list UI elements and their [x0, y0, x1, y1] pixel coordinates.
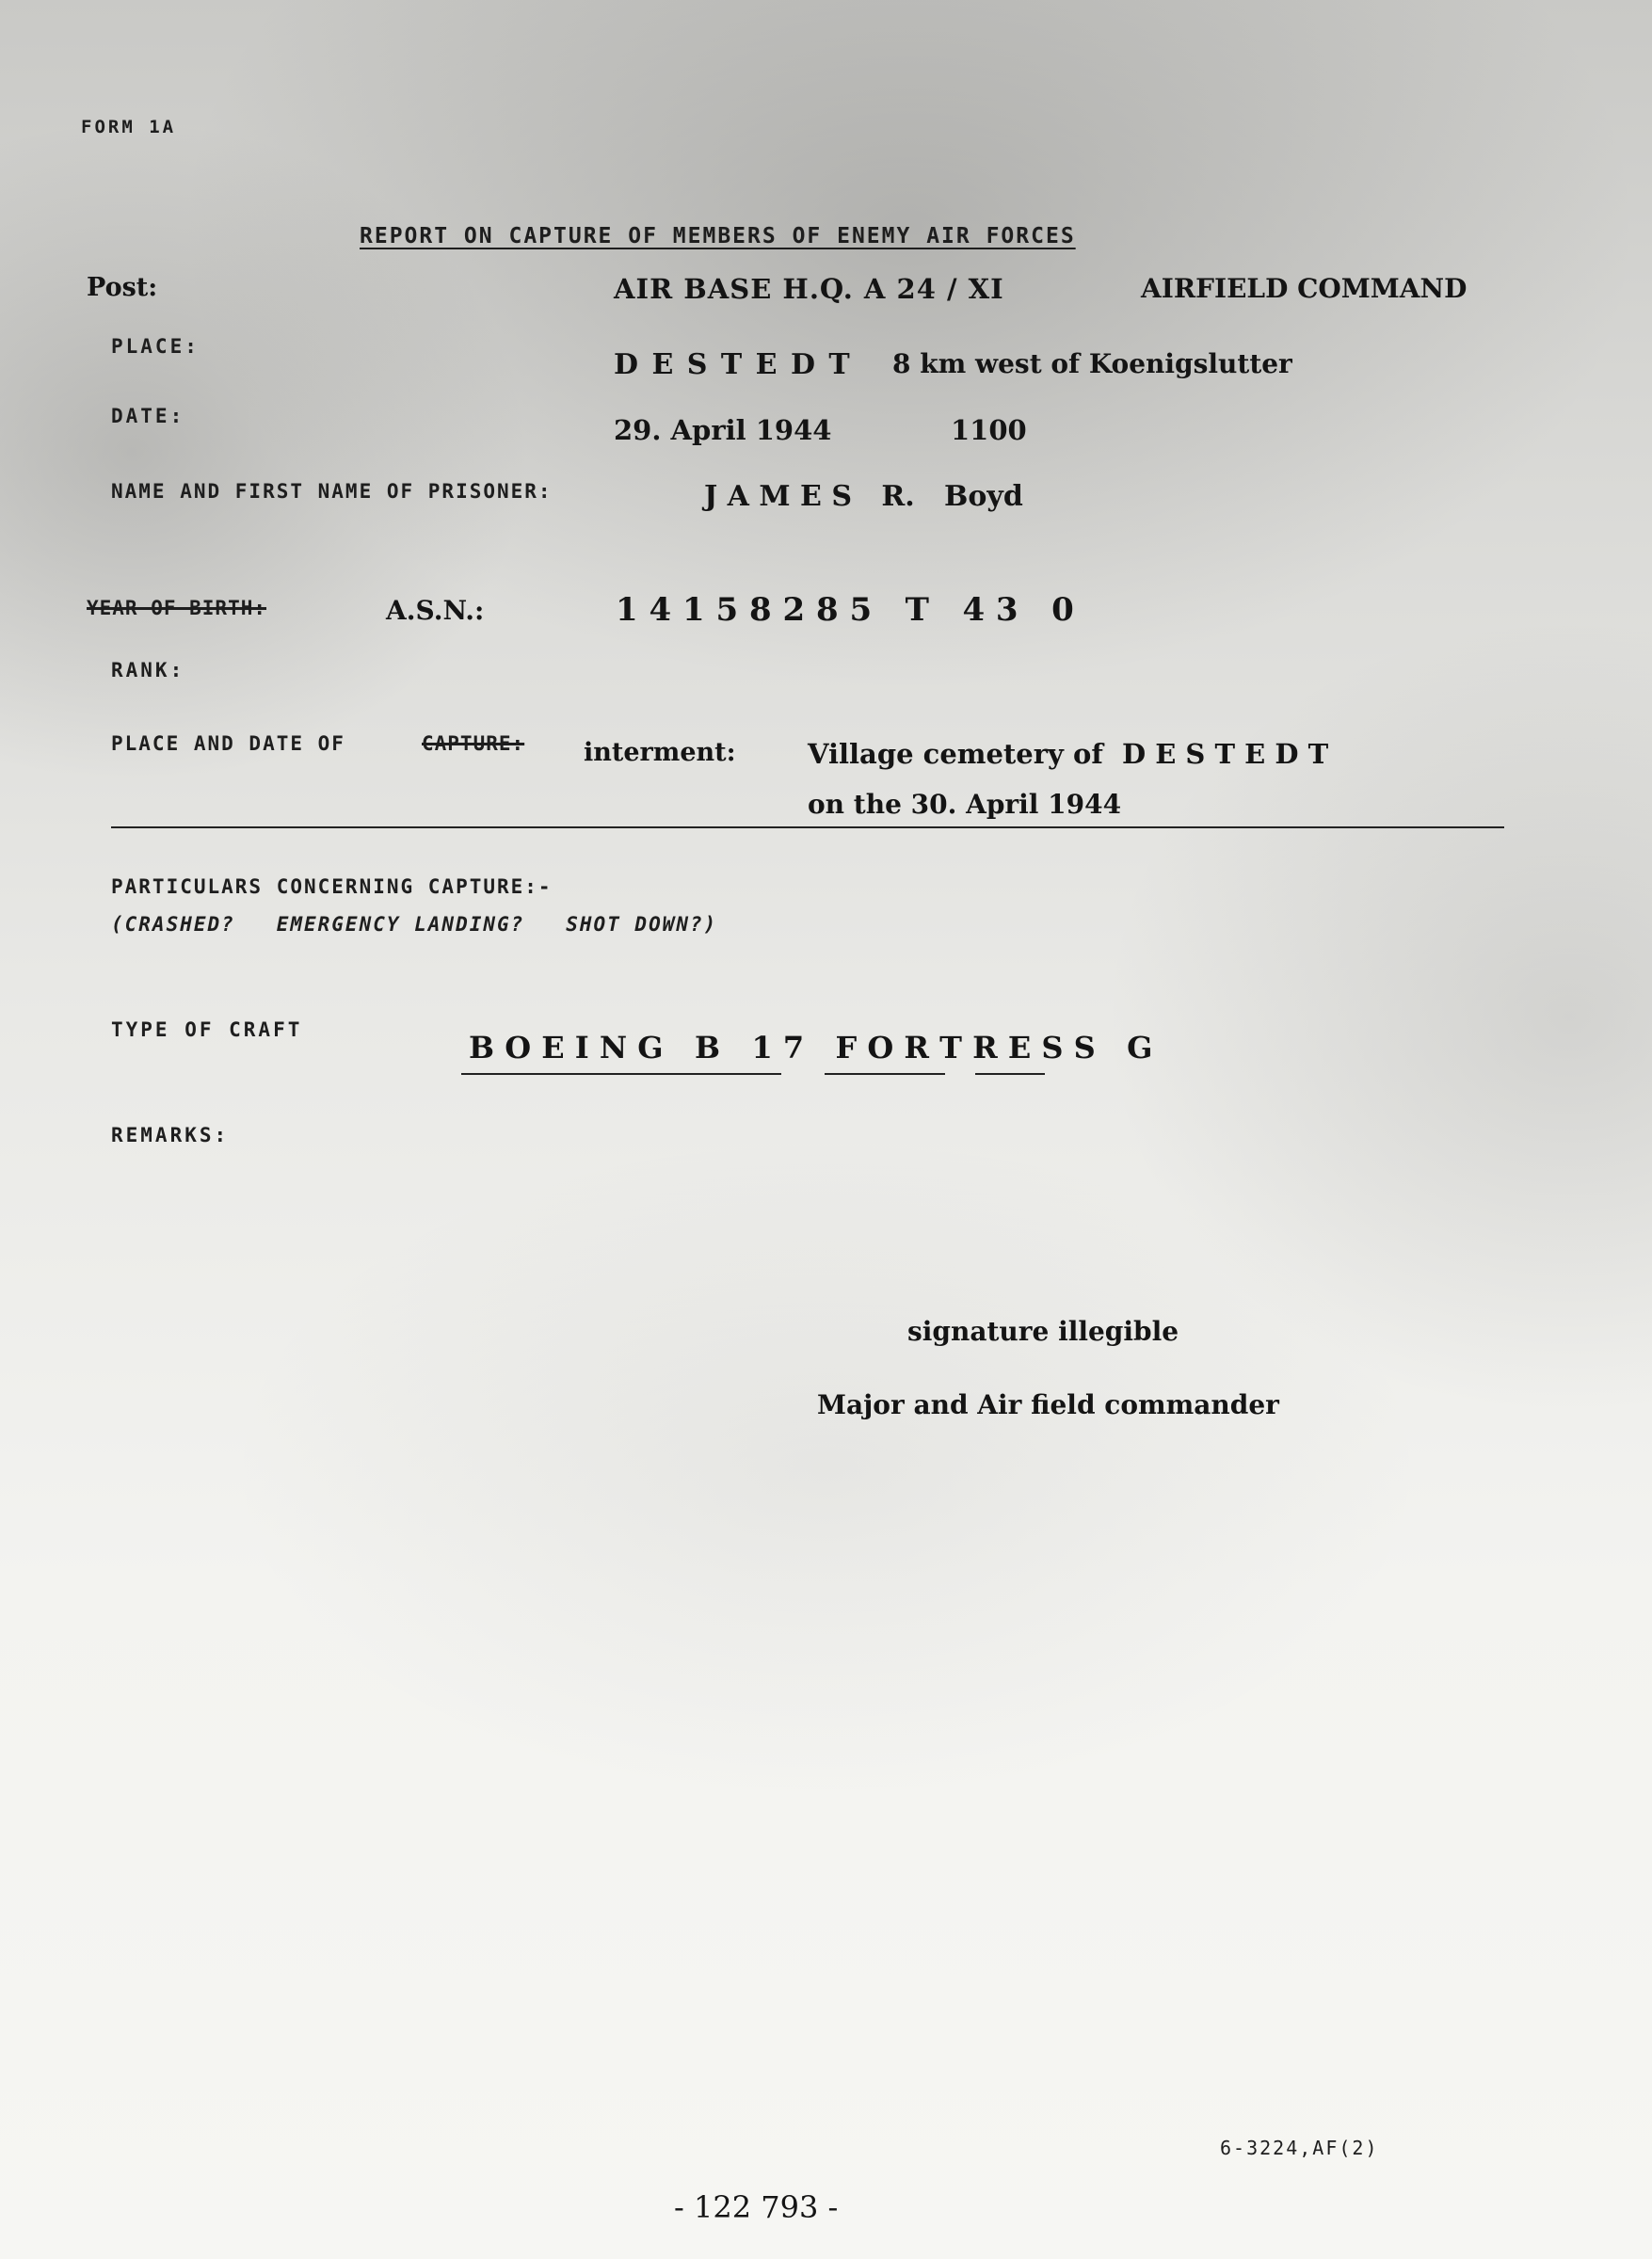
form-number: FORM 1A — [81, 117, 177, 137]
date-label: DATE: — [111, 405, 185, 427]
place-label: PLACE: — [111, 335, 200, 358]
date-value: 29. April 1944 — [614, 414, 832, 446]
post-label: Post: — [87, 273, 158, 302]
capture-date-value: on the 30. April 1944 — [808, 789, 1122, 820]
particulars-label: PARTICULARS CONCERNING CAPTURE:- — [111, 875, 553, 898]
prisoner-name-value: J A M E S R. Boyd — [704, 480, 1023, 513]
date-time: 1100 — [951, 414, 1027, 446]
craft-underline-3 — [975, 1073, 1045, 1075]
interment-label: interment: — [584, 738, 736, 767]
signature-line-2: Major and Air field commander — [817, 1389, 1279, 1420]
craft-underline-1 — [461, 1073, 781, 1075]
particulars-options: (CRASHED? EMERGENCY LANDING? SHOT DOWN?) — [111, 913, 718, 936]
post-value-command: AIRFIELD COMMAND — [1141, 273, 1468, 304]
struck-capture-label: CAPTURE: — [422, 732, 525, 755]
rank-label: RANK: — [111, 659, 185, 681]
asn-value: 1 4 1 5 8 2 8 5 T 4 3 0 — [616, 591, 1074, 629]
prisoner-name-label: NAME AND FIRST NAME OF PRISONER: — [111, 480, 553, 503]
post-value: AIR BASE H.Q. A 24 / XI — [614, 273, 1004, 305]
asn-label: A.S.N.: — [386, 595, 485, 626]
remarks-label: REMARKS: — [111, 1124, 230, 1146]
page-number: - 122 793 - — [674, 2189, 839, 2225]
capture-place-value: Village cemetery of D E S T E D T — [808, 738, 1329, 770]
craft-value: B O E I N G B 1 7 F O R T R E S S G — [469, 1030, 1153, 1065]
signature-line-1: signature illegible — [907, 1316, 1179, 1347]
capture-label: PLACE AND DATE OF — [111, 732, 345, 755]
craft-underline-2 — [825, 1073, 945, 1075]
report-title: REPORT ON CAPTURE OF MEMBERS OF ENEMY AIR FORCES — [360, 224, 1076, 248]
struck-year-of-birth-label: YEAR OF BIRTH: — [87, 597, 267, 619]
craft-label: TYPE OF CRAFT — [111, 1018, 303, 1041]
form-code: 6-3224,AF(2) — [1220, 2137, 1379, 2159]
place-value: D E S T E D T — [614, 348, 852, 381]
place-distance: 8 km west of Koenigslutter — [892, 348, 1292, 379]
capture-underline — [111, 826, 1504, 828]
